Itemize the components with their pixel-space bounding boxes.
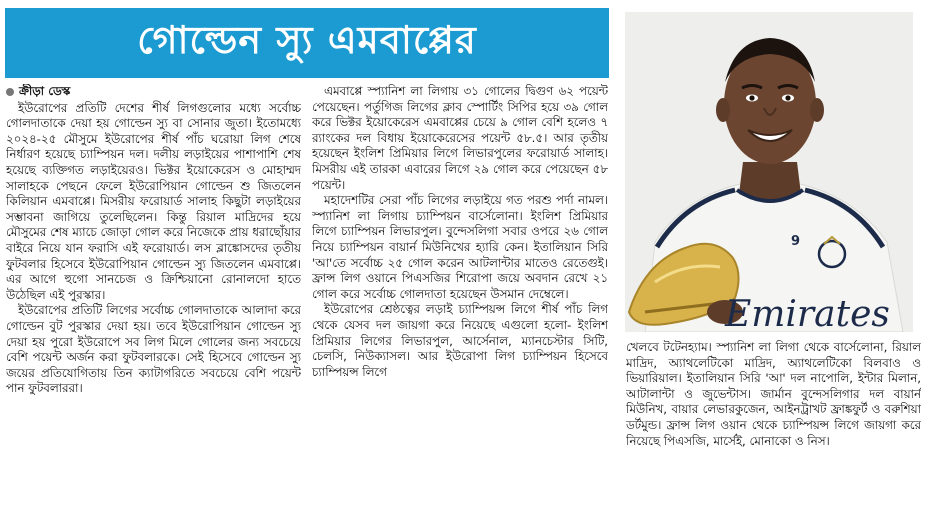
desk-name: ক্রীড়া ডেস্ক — [19, 84, 71, 98]
player-illustration — [625, 12, 913, 332]
desk-label — [6, 84, 301, 100]
paragraph: ইউরোপের শ্রেষ্ঠত্বের লড়াই চ্যাম্পিয়ন্স লিগে শীর্ষ পাঁচ লিগ থেকে যেসব দল জায়গা করে নিয়েছে এগুলো হলো- ইংলিশ প্রিমিয়ার লিগের লিভারপুল, আর্সেনাল, ম্যানচেস্টার সিটি, চেলসি, নিউক্যাসল। আর ইউরোপা লিগ চ্যাম্পিয়ন হিসেবে চ্যাম্পিয়ন্স লিগে — [312, 302, 608, 379]
paragraph: ইউরোপের প্রতিটি দেশের শীর্ষ লিগগুলোর মধ্যে সর্বোচ্চ গোলদাতাকে দেয়া হয় গোল্ডেন স্যু বা সোনার জুতা। ইতোমধ্যে ২০২৪-২৫ মৌসুমে ইউরোপের শীর্ষ পাঁচ ঘরোয়া লিগ শেষে নির্ধারণ হয়েছে চ্যাম্পিয়ন দল। দলীয় লড়াইয়ের পাশাপাশি শেষ হয়েছে ব্যক্তিগত লড়াইয়েরও। ভিক্টর ইয়োকেরেস ও মোহাম্মদ সালাহকে পেছনে ফেলে ইউরোপিয়ান গোল্ডেন শু জিতলেন কিলিয়ান এমবাপ্পে। মিসরীয় ফরোয়ার্ড সালাহ কিছুটা লড়াইয়ের সম্ভাবনা জাগিয়ে তুলেছিলেন। কিন্তু রিয়াল মাদ্রিদের হয়ে মৌসুমের শেষ ম্যাচে জোড়া গোল করে নিজেকে প্রায় ধরাছোঁয়ার বাইরে নিয়ে যান ফরাসি এই ফরোয়ার্ড। লস ব্লাঙ্কোসদের তৃতীয় ফুটবলার হিসেবে ইউরোপিয়ান গোল্ডেন স্যু জিতলেন এমবাপ্পে। এর আগে হুগো সানচেজ ও ক্রিশ্চিয়ানো রোনালদো হাতে উঠেছিল এই পুরস্কার। — [6, 100, 301, 302]
bullet-icon — [6, 88, 14, 96]
article-column-2 — [312, 84, 608, 514]
paragraph: এমবাপ্পে স্প্যানিশ লা লিগায় ৩১ গোলের দ্বিগুণ ৬২ পয়েন্ট পেয়েছেন। পর্তুগিজ লিগের ক্লাব স্পোর্টিং সিপির হয়ে ৩৯ গোল করে ভিক্টর ইয়োকেরেস এমবাপ্পের চেয়ে ৯ গোল বেশি হলেও ৭ র‍্যাংকের দল বিধায় ইয়োকেরেসের পয়েন্ট ৫৮.৫। আর তৃতীয় হয়েছেন ইংলিশ প্রিমিয়ার লিগে লিভারপুলের ফরোয়ার্ড সালাহ। মিসরীয় এই তারকা এবারের লিগে ২৯ গোল করে পেয়েছেন ৫৮ পয়েন্ট। — [312, 84, 608, 192]
paragraph: খেলবে টটেনহ্যাম। স্প্যানিশ লা লিগা থেকে বার্সেলোনা, রিয়াল মাদ্রিদ, অ্যাথলেটিকো মাদ্রিদ, অ্যাথলেটিকো বিলবাও ও ভিয়ারিয়াল। ইতালিয়ান সিরি 'আ' দল নাপোলি, ইন্টার মিলান, আটালান্টা ও জুভেন্টাস। জার্মান বুন্দেসলিগার দল বায়ার্ন মিউনিখ, বায়ার লেভারকুজেন, আইনট্রাখট ফ্রাঙ্কফুর্ট ও বরুশিয়া ডর্টমুন্ড। ফ্রান্স লিগ ওয়ান থেকে চ্যাম্পিয়ন্স লিগে জায়গা করে নিয়েছে পিএসজি, মার্সেই, মোনাকো ও নিস। — [626, 340, 921, 448]
article-column-3 — [626, 340, 921, 516]
paragraph: মহাদেশটির সেরা পাঁচ লিগের লড়াইয়ে গত পরশু পর্দা নামল। স্প্যানিশ লা লিগায় চ্যাম্পিয়ন বার্সেলোনা। ইংলিশ প্রিমিয়ার লিগে চ্যাম্পিয়ন লিভারপুল। বুন্দেসলিগা সবার ওপরে ২৬ গোল নিয়ে চ্যাম্পিয়ন বায়ার্ন মিউনিখের হ্যারি কেন। ইতালিয়ান সিরি 'আ'তে সর্বোচ্চ ২৫ গোল করেন আটলান্টার মাতেও রেতেগুই। ফ্রান্স লিগ ওয়ানে পিএসজির শিরোপা জয়ে অবদান রেখে ২১ গোল করে সর্বোচ্চ গোলদাতা হয়েছেন উসমান দেম্বেলে। — [312, 193, 608, 301]
headline-banner — [5, 8, 609, 78]
jersey-number: 9 — [791, 234, 801, 249]
paragraph: ইউরোপের প্রতিটি লিগের সর্বোচ্চ গোলদাতাকে আলাদা করে গোল্ডেন বুট পুরস্কার দেয়া হয়। তবে ইউরোপিয়ান গোল্ডেন স্যু দেয়া হয় পুরো ইউরোপে সব লিগ মিলে গোলের জন্য সবচেয়ে বেশি পয়েন্ট অর্জন করা ফুটবলারকে। সেই হিসেবে গোল্ডেন স্যু জয়ের প্রতিযোগিতায় তিন ক্যাটাগরিতে সবচেয়ে বেশি পয়েন্ট পান ফুটবলাররা। — [6, 303, 301, 396]
article-column-1 — [6, 84, 301, 514]
jersey-sponsor: Emirates — [725, 294, 890, 332]
headline: গোল্ডেন স্যু এমবাপ্পের — [137, 18, 477, 62]
player-photo — [625, 12, 913, 332]
